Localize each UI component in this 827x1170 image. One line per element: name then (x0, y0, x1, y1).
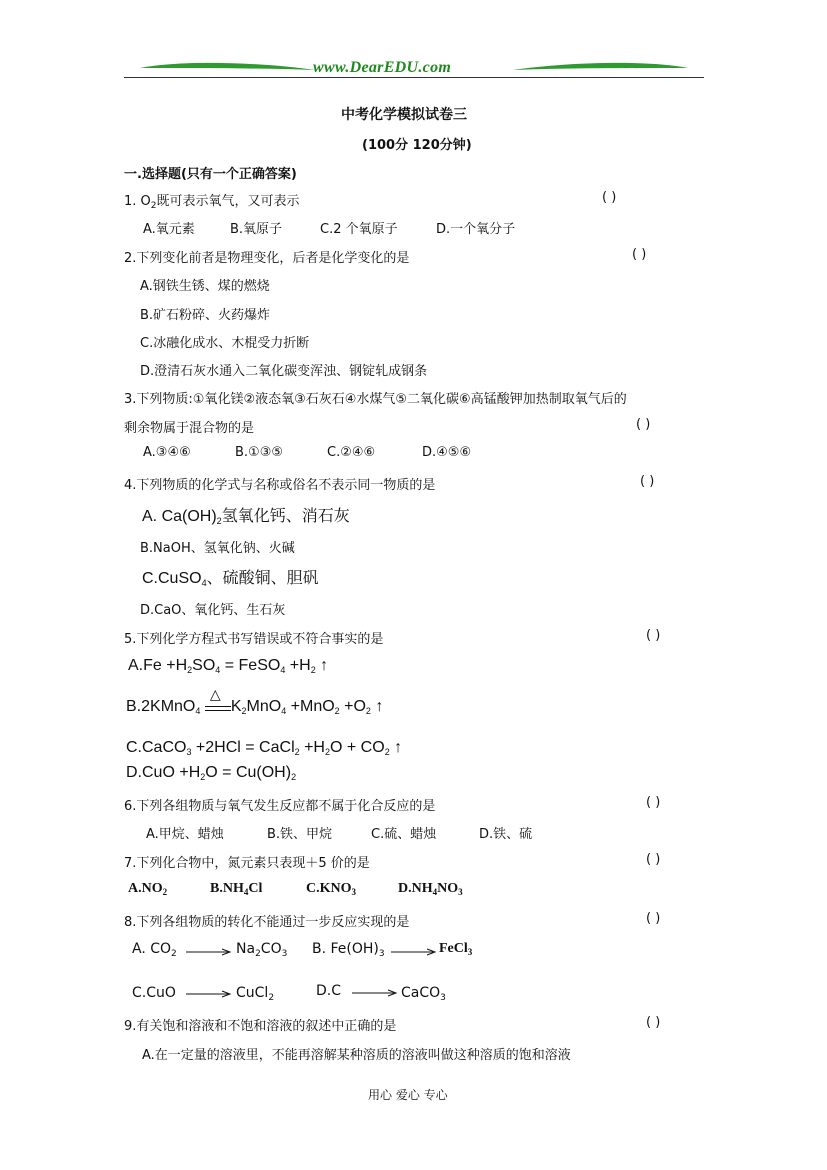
q1-option-c: C.2 个氧原子 (320, 222, 398, 237)
page-footer: 用心 爱心 专心 (368, 1088, 448, 1102)
section-heading: 一.选择题(只有一个正确答案) (124, 167, 297, 182)
answer-blank-5: ( ) (646, 628, 661, 643)
answer-blank-6: ( ) (646, 795, 661, 810)
answer-blank-4: ( ) (640, 474, 655, 489)
q4-option-b: B.NaOH、氢氧化钠、火碱 (140, 541, 295, 556)
q3-option-a: A.③④⑥ (143, 445, 191, 460)
page-title: 中考化学模拟试卷三 (341, 107, 467, 123)
page-subtitle: (100分 120分钟) (362, 138, 472, 153)
question-1: 1. $O_2$既可表示氧气，又可表示 (124, 194, 300, 211)
question-3-line-2: 剩余物属于混合物的是 (124, 421, 255, 436)
q6-option-a: A.甲烷、蜡烛 (146, 827, 224, 842)
q7-option-c: $C.KNO_3$ (306, 881, 356, 897)
question-4: 4.下列物质的化学式与名称或俗名不表示同一物质的是 (124, 478, 436, 493)
leaf-swoosh-right-icon (513, 60, 688, 76)
answer-blank-9: ( ) (646, 1015, 661, 1030)
q4-option-d: D.CaO、氧化钙、生石灰 (140, 603, 286, 618)
q2-option-a: A.钢铁生锈、煤的燃烧 (140, 279, 270, 294)
q6-option-d: D.铁、硫 (479, 827, 533, 842)
q3-option-b: B.①③⑤ (235, 445, 284, 460)
heating-triangle-icon: △ (209, 686, 221, 702)
q7-option-d: $D.NH_4NO_3$ (398, 881, 463, 897)
q8-option-a-reactant: A. $CO_2$ (132, 941, 177, 959)
q5-option-a: $A.Fe +H_2SO_4$ = FeSO$_4$ $+H_2$ ↑ (128, 657, 329, 675)
q2-option-b: B.矿石粉碎、火药爆炸 (140, 308, 271, 323)
q1-option-a: A.氧元素 (143, 222, 195, 237)
q9-option-a: A.在一定量的溶液里，不能再溶解某种溶质的溶液叫做这种溶质的饱和溶液 (142, 1048, 571, 1063)
question-6: 6.下列各组物质与氧气发生反应都不属于化合反应的是 (124, 799, 436, 814)
heating-equals-sign (205, 686, 231, 711)
header-rule (124, 77, 704, 78)
q8-option-b-product: FeCl$_3$ (439, 941, 473, 957)
q2-option-d: D.澄清石灰水通入二氧化碳变浑浊、钢锭轧成钢条 (140, 364, 428, 379)
q6-option-b: B.铁、甲烷 (267, 827, 333, 842)
q8-option-c-reactant: C.CuO (132, 985, 176, 1001)
arrow-right-icon (186, 948, 232, 956)
answer-blank-8: ( ) (646, 911, 661, 926)
arrow-right-icon (352, 989, 398, 997)
q1-option-d: D.一个氧分子 (436, 222, 516, 237)
question-9: 9.有关饱和溶液和不饱和溶液的叙述中正确的是 (124, 1019, 397, 1034)
q4-option-c: C.CuSO$_4$、硫酸铜、胆矾 (142, 570, 319, 588)
q7-option-a: $A.NO_2$ (128, 881, 168, 897)
q8-option-c-product: CuCl$_2$ (236, 985, 275, 1003)
q3-option-d: D.④⑤⑥ (422, 445, 472, 460)
q8-option-d-reactant: D.C (316, 983, 342, 999)
question-7: 7.下列化合物中，氮元素只表现＋5 价的是 (124, 856, 370, 871)
question-2: 2.下列变化前者是物理变化，后者是化学变化的是 (124, 251, 410, 266)
q6-option-c: C.硫、蜡烛 (371, 827, 437, 842)
q5-option-b: B.2KMnO$_4$ △ $K_2MnO_4 +MnO_2 +O_2$ ↑ (126, 686, 384, 716)
leaf-swoosh-left-icon (140, 60, 315, 76)
answer-blank-2: ( ) (632, 247, 647, 262)
question-8: 8.下列各组物质的转化不能通过一步反应实现的是 (124, 915, 410, 930)
arrow-right-icon (391, 948, 437, 956)
question-5: 5.下列化学方程式书写错误或不符合事实的是 (124, 632, 384, 647)
q1-option-b: B.氧原子 (230, 222, 283, 237)
q5-option-d: $D.CuO +H_2O = Cu(OH)_2$ (126, 764, 297, 782)
q2-option-c: C.冰融化成水、木棍受力折断 (140, 336, 310, 351)
q8-option-d-product: CaCO$_3$ (401, 985, 446, 1003)
answer-blank-1: ( ) (602, 190, 617, 205)
brand-logo: www.DearEDU.com (313, 59, 452, 76)
q5-option-c: C.CaCO$_3$ +2HCl = CaCl$_2$ $+H_2O + CO_2$ ↑ (126, 739, 403, 757)
q3-option-c: C.②④⑥ (327, 445, 376, 460)
answer-blank-7: ( ) (646, 852, 661, 867)
q8-option-b-reactant: B. $Fe(OH)_3$ (312, 941, 385, 959)
q7-option-b: $B.NH_4Cl$ (210, 881, 263, 897)
q4-option-a: A. $Ca(OH)_2$氢氧化钙、消石灰 (142, 508, 350, 526)
q8-option-a-product: $Na_2CO_3$ (236, 941, 288, 959)
question-3-line-1: 3.下列物质:①氧化镁②液态氧③石灰石④水煤气⑤二氧化碳⑥高锰酸钾加热制取氧气后的 (124, 392, 627, 407)
arrow-right-icon (186, 990, 232, 998)
answer-blank-3: ( ) (636, 417, 651, 432)
